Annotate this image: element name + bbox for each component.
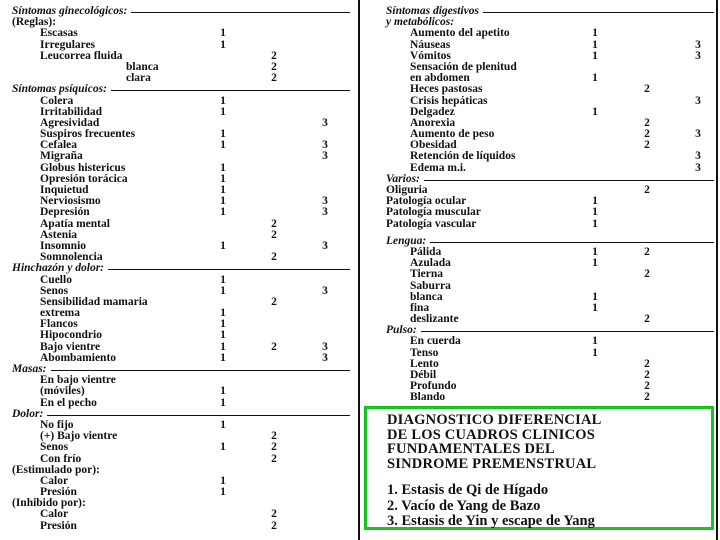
symptom-label: Náuseas <box>410 38 451 51</box>
section-rule <box>108 269 350 270</box>
score-v3: 3 <box>695 128 701 141</box>
symptom-row <box>12 521 352 532</box>
section-rule <box>421 331 714 332</box>
symptom-row <box>386 292 714 303</box>
symptom-label: En el pecho <box>40 396 97 409</box>
score-v2: 2 <box>644 139 650 152</box>
score-v1: 1 <box>220 385 226 398</box>
score-v3: 3 <box>695 38 701 51</box>
score-v1: 1 <box>220 441 226 454</box>
score-v2: 2 <box>271 452 277 465</box>
symptom-label: Flancos <box>40 318 78 331</box>
symptom-label: Opresión torácica <box>40 172 128 185</box>
symptom-label: Leucorrea fluida <box>40 49 123 62</box>
symptom-label: Senos <box>40 284 69 297</box>
symptom-label: Pálida <box>410 245 442 258</box>
diagnosis-title-line: SINDROME PREMENSTRUAL <box>387 455 597 472</box>
score-v2: 2 <box>271 295 277 308</box>
symptom-label: Vómitos <box>410 49 451 62</box>
symptom-label: Astenia <box>40 228 78 241</box>
section-rule <box>483 12 714 13</box>
score-v2: 2 <box>644 184 650 196</box>
symptom-label: Senos <box>40 441 69 454</box>
score-v2: 2 <box>644 369 650 381</box>
symptom-row <box>12 353 352 364</box>
symptom-row <box>386 281 714 292</box>
symptom-row <box>12 207 352 218</box>
left-column <box>12 6 352 532</box>
symptom-label: (móviles) <box>40 385 85 398</box>
score-v2: 2 <box>644 116 650 129</box>
section-header <box>386 174 714 185</box>
score-v2: 2 <box>271 72 277 85</box>
symptom-label: Con frío <box>40 452 82 465</box>
symptom-row <box>12 398 352 409</box>
diagnosis-title-line: DE LOS CUADROS CLINICOS <box>387 426 596 443</box>
score-v1: 1 <box>220 195 226 208</box>
score-v3: 3 <box>322 139 328 152</box>
symptom-row <box>386 96 714 107</box>
score-v1: 1 <box>220 27 226 40</box>
score-v2: 2 <box>271 217 277 230</box>
score-v2: 2 <box>271 60 277 73</box>
symptom-row <box>386 219 714 230</box>
left-divider-line <box>358 0 360 540</box>
score-v1: 1 <box>592 290 598 303</box>
symptom-label: Crisis hepáticas <box>410 94 488 107</box>
score-v1: 1 <box>220 38 226 51</box>
symptom-label: Tierna <box>410 268 444 281</box>
section-header <box>12 6 352 17</box>
symptom-label: Profundo <box>410 380 457 393</box>
subheading-label: y metabólicos: <box>386 16 455 29</box>
symptom-row <box>386 163 714 174</box>
score-v2: 2 <box>644 391 650 404</box>
symptom-row <box>386 151 714 162</box>
score-v3: 3 <box>322 116 328 129</box>
score-v1: 1 <box>592 257 598 270</box>
score-v1: 1 <box>220 128 226 141</box>
symptom-row <box>12 28 352 39</box>
score-v1: 1 <box>220 105 226 118</box>
subheading-label: (Reglas): <box>12 16 57 29</box>
right-column <box>386 6 714 404</box>
score-v2: 2 <box>644 313 650 326</box>
symptom-label: Apatía mental <box>40 217 110 230</box>
section-rule <box>430 242 714 243</box>
symptom-label: Globus histericus <box>40 161 126 174</box>
symptom-label: Saburra <box>410 279 451 292</box>
section-rule <box>424 180 714 181</box>
diagnosis-item: 2. Vacío de Yang de Bazo <box>387 497 541 514</box>
symptom-label: Edema m.i. <box>410 161 466 174</box>
section-header-label: Síntomas psíquicos: <box>12 83 107 96</box>
diagnosis-title-line: FUNDAMENTALES DEL <box>387 441 555 457</box>
score-v1: 1 <box>220 184 226 196</box>
symptom-label: Calor <box>40 474 69 487</box>
score-v1: 1 <box>220 161 226 174</box>
score-v1: 1 <box>592 72 598 85</box>
score-v1: 1 <box>220 94 226 107</box>
section-header-label: Síntomas digestivos <box>386 5 479 17</box>
score-v2: 2 <box>271 251 277 264</box>
score-v3: 3 <box>695 161 701 174</box>
symptom-label: No fijo <box>40 418 74 431</box>
symptom-label: Colera <box>40 94 74 107</box>
symptom-label: Patología ocular <box>386 195 467 208</box>
symptom-label: extrema <box>40 307 81 320</box>
symptom-label: Azulada <box>410 257 451 270</box>
score-v2: 2 <box>644 245 650 258</box>
symptom-row <box>386 28 714 39</box>
symptom-label: Tenso <box>410 346 439 359</box>
symptom-label: Débil <box>410 369 437 381</box>
symptom-row <box>12 509 352 520</box>
score-v2: 2 <box>271 441 277 454</box>
section-header-label: Síntomas ginecológicos: <box>12 5 128 17</box>
symptom-label: Aumento del apetito <box>410 27 510 40</box>
score-v2: 2 <box>271 519 277 532</box>
section-header <box>12 84 352 95</box>
section-rule <box>111 90 350 91</box>
score-v3: 3 <box>695 94 701 107</box>
section-header-label: Hinchazón y dolor: <box>12 262 105 275</box>
score-v3: 3 <box>695 49 701 62</box>
symptom-label: Bajo vientre <box>40 340 101 353</box>
symptom-row <box>386 269 714 280</box>
symptom-label: en abdomen <box>410 72 470 85</box>
score-v3: 3 <box>322 351 328 364</box>
symptom-label: En cuerda <box>410 335 461 348</box>
symptom-label: Presión <box>40 519 77 532</box>
score-v1: 1 <box>592 346 598 359</box>
score-v2: 2 <box>644 357 650 370</box>
symptom-label: Insomnio <box>40 239 87 252</box>
symptom-label: deslizante <box>410 313 459 326</box>
symptom-row <box>386 84 714 95</box>
score-v1: 1 <box>592 49 598 62</box>
score-v1: 1 <box>220 418 226 431</box>
diagnosis-item: 3. Estasis de Yin y escape de Yang <box>387 513 595 529</box>
symptom-label: Abombamiento <box>40 351 117 364</box>
symptom-label: Retención de líquidos <box>410 150 516 163</box>
score-v1: 1 <box>592 206 598 219</box>
subheading-label: (Inhibido por): <box>12 497 86 510</box>
score-v3: 3 <box>322 239 328 252</box>
score-v1: 1 <box>220 139 226 152</box>
section-header-label: Pulso: <box>386 324 417 337</box>
score-v2: 2 <box>271 340 277 353</box>
section-header <box>12 263 352 274</box>
symptom-row <box>12 442 352 453</box>
score-v3: 3 <box>322 284 328 297</box>
score-v1: 1 <box>592 217 598 230</box>
section-rule <box>131 12 350 13</box>
symptom-label: fina <box>410 301 430 314</box>
diagnosis-box <box>364 406 714 530</box>
score-v3: 3 <box>695 150 701 163</box>
symptom-label: (+) Bajo vientre <box>40 430 118 443</box>
score-v1: 1 <box>592 38 598 51</box>
score-v2: 2 <box>271 228 277 241</box>
diagnosis-title-line: DIAGNOSTICO DIFERENCIAL <box>387 412 602 428</box>
symptom-label: Anorexia <box>410 116 456 129</box>
score-v1: 1 <box>220 284 226 297</box>
symptom-label: Irritabilidad <box>40 105 102 118</box>
symptom-label: clara <box>126 72 151 85</box>
symptom-label: Escasas <box>40 27 78 40</box>
symptom-label: Heces pastosas <box>410 83 483 96</box>
symptom-label: Irregulares <box>40 38 96 51</box>
section-rule <box>51 370 350 371</box>
score-v1: 1 <box>592 105 598 118</box>
score-v2: 2 <box>271 49 277 62</box>
score-v1: 1 <box>220 396 226 409</box>
score-v1: 1 <box>592 27 598 40</box>
score-v1: 1 <box>220 307 226 320</box>
score-v2: 2 <box>644 380 650 393</box>
score-v1: 1 <box>220 329 226 342</box>
symptom-label: Delgadez <box>410 105 455 118</box>
symptom-label: Cefalea <box>40 139 78 152</box>
subheading-label: (Estimulado por): <box>12 463 100 476</box>
symptom-label: Nerviosismo <box>40 195 101 208</box>
section-rule <box>47 415 350 416</box>
score-v3: 3 <box>322 150 328 163</box>
symptom-label: Cuello <box>40 273 72 286</box>
symptom-label: blanca <box>410 290 443 303</box>
symptom-row <box>386 207 714 218</box>
symptom-label: Sensibilidad mamaria <box>40 295 148 308</box>
symptom-label: Agresividad <box>40 116 100 129</box>
symptom-label: Blando <box>410 391 446 404</box>
symptom-row <box>12 454 352 465</box>
symptom-label: Presión <box>40 486 77 499</box>
score-v3: 3 <box>322 195 328 208</box>
score-v2: 2 <box>644 83 650 96</box>
symptom-label: Obesidad <box>410 139 457 152</box>
symptom-label: Inquietud <box>40 184 89 196</box>
score-v2: 2 <box>271 430 277 443</box>
section-header-label: Masas: <box>12 363 47 375</box>
score-v1: 1 <box>220 474 226 487</box>
symptom-row <box>12 62 352 73</box>
score-v1: 1 <box>592 195 598 208</box>
score-v1: 1 <box>220 239 226 252</box>
symptom-label: Somnolencia <box>40 251 103 264</box>
score-v1: 1 <box>220 273 226 286</box>
score-v2: 2 <box>644 268 650 281</box>
symptom-row <box>386 392 714 403</box>
symptom-row <box>386 336 714 347</box>
symptom-row <box>12 275 352 286</box>
symptom-label: Patología vascular <box>386 217 477 230</box>
symptom-row <box>386 314 714 325</box>
symptom-row <box>12 330 352 341</box>
symptom-row <box>12 96 352 107</box>
symptom-row <box>12 151 352 162</box>
section-header-label: Lengua: <box>386 234 427 247</box>
symptom-label: Calor <box>40 508 69 521</box>
symptom-label: blanca <box>126 60 159 73</box>
score-v2: 2 <box>644 128 650 141</box>
symptom-label: Hipocondrio <box>40 329 102 342</box>
score-v1: 1 <box>592 335 598 348</box>
right-divider-line <box>716 0 718 540</box>
score-v1: 1 <box>220 206 226 219</box>
symptom-label: Migraña <box>40 150 83 163</box>
symptom-row <box>12 386 352 397</box>
score-v1: 1 <box>220 351 226 364</box>
score-v1: 1 <box>220 340 226 353</box>
symptom-label: Suspiros frecuentes <box>40 128 136 141</box>
score-v3: 3 <box>322 340 328 353</box>
score-v2: 2 <box>271 508 277 521</box>
diagnosis-item: 1. Estasis de Qi de Hígado <box>387 482 549 498</box>
symptom-label: Oliguria <box>386 184 428 196</box>
score-v3: 3 <box>322 206 328 219</box>
section-header-label: Dolor: <box>12 407 44 420</box>
symptom-label: Aumento de peso <box>410 128 495 141</box>
symptom-label: Lento <box>410 357 439 370</box>
score-v1: 1 <box>220 172 226 185</box>
symptom-row <box>12 51 352 62</box>
section-header-label: Varios: <box>386 172 420 185</box>
score-v1: 1 <box>220 318 226 331</box>
score-v1: 1 <box>592 301 598 314</box>
score-v1: 1 <box>220 486 226 499</box>
symptom-label: Patología muscular <box>386 206 481 219</box>
symptom-label: Depresión <box>40 206 90 219</box>
score-v1: 1 <box>592 245 598 258</box>
symptom-label: Sensación de plenitud <box>410 60 517 73</box>
symptom-label: En bajo vientre <box>40 374 116 387</box>
